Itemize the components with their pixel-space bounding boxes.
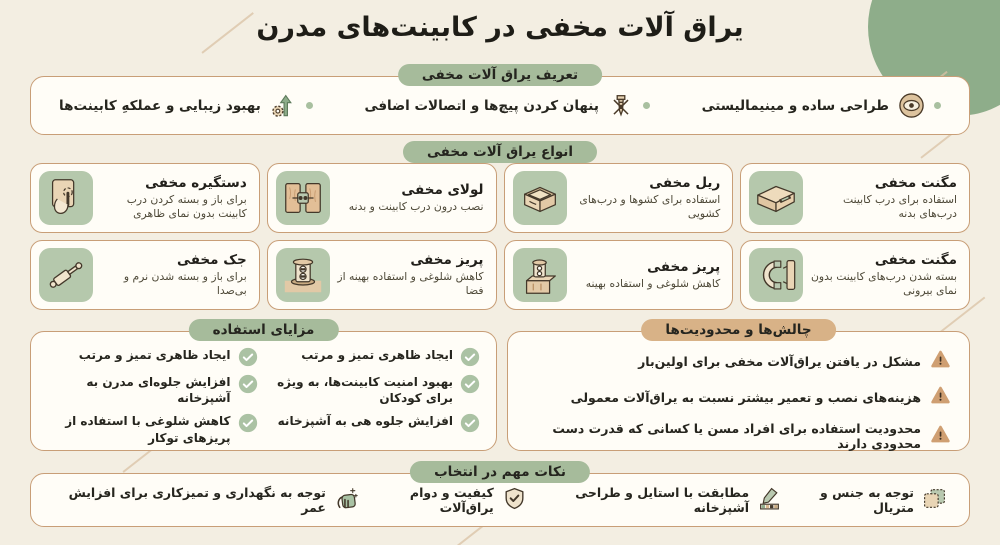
definition-item <box>59 92 313 119</box>
tip-label: توجه به نگهداری و تمیزکاری برای افزایش عمر <box>68 485 326 515</box>
bullet-dot <box>934 102 941 109</box>
cleaning-hand-icon <box>334 486 359 514</box>
magnet-strip-icon <box>749 171 803 225</box>
benefits-panel <box>30 322 497 451</box>
check-icon <box>460 374 480 394</box>
check-icon <box>238 347 258 367</box>
benefits-header-pill: مزایای استفاده <box>189 319 339 341</box>
challenge-item <box>526 385 951 409</box>
popup-outlet-icon <box>513 248 567 302</box>
type-card <box>267 163 497 233</box>
benefit-item <box>47 374 258 406</box>
type-card <box>740 240 970 310</box>
popup-outlet-icon <box>276 248 330 302</box>
challenge-item <box>526 421 951 451</box>
tip-item <box>53 485 359 515</box>
card-title: دستگیره مخفی <box>145 174 247 191</box>
benefit-item <box>47 347 258 367</box>
card-desc: استفاده برای درب کابینت درب‌های بدنه <box>843 192 957 220</box>
card-desc: کاهش شلوغی و استفاده بهینه <box>585 276 721 290</box>
benefit-item <box>270 347 481 367</box>
definition-label: پنهان کردن پیچ‌ها و اتصالات اضافی <box>364 97 599 114</box>
card-title: جک مخفی <box>177 251 247 268</box>
shield-check-icon <box>502 486 527 514</box>
card-title: مگنت مخفی <box>874 251 957 268</box>
challenge-label: هزینه‌های نصب و تعمیر بیشتر نسبت به یراق‌آلات معمولی <box>570 389 921 405</box>
definition-header-pill: تعریف یراق آلات مخفی <box>398 64 602 86</box>
card-desc: کاهش شلوغی و استفاده بهینه از فضا <box>337 269 484 297</box>
tip-item <box>359 485 527 515</box>
types-header-pill: انواع یراق آلات مخفی <box>403 141 597 163</box>
tip-label: مطابقت با استایل و طراحی آشپزخانه <box>575 485 750 515</box>
material-swatch-icon <box>922 486 947 514</box>
hinge-icon <box>276 171 330 225</box>
tip-item <box>527 485 782 515</box>
definition-label: بهبود زیبایی و عملکهِ کابینت‌ها <box>59 97 261 114</box>
definition-panel <box>30 67 970 135</box>
bullet-dot <box>306 102 313 109</box>
type-card <box>267 240 497 310</box>
type-card <box>30 163 260 233</box>
tips-panel <box>30 464 970 527</box>
definition-item <box>365 93 650 119</box>
warning-icon <box>930 385 951 409</box>
gas-strut-icon <box>39 248 93 302</box>
bullet-dot <box>643 102 650 109</box>
challenges-header-pill: چالش‌ها و محدودیت‌ها <box>641 319 835 341</box>
warning-icon <box>930 349 951 373</box>
palette-icon <box>757 486 782 514</box>
type-card <box>504 240 734 310</box>
eye-icon <box>898 92 925 119</box>
card-desc: نصب درون درب کابینت و بدنه <box>348 199 484 213</box>
card-title: ریل مخفی <box>649 174 721 191</box>
card-title: پریز مخفی <box>410 251 484 268</box>
check-icon <box>460 413 480 433</box>
type-card <box>30 240 260 310</box>
tip-item <box>782 485 947 515</box>
check-icon <box>238 374 258 394</box>
tips-header-pill: نکات مهم در انتخاب <box>410 461 590 483</box>
card-desc: برای باز و بسته کردن درب کابینت بدون نمای ظاهری <box>126 192 247 220</box>
benefit-label: افزایش جلوه‌ای مدرن به آشپزخانه <box>86 375 231 406</box>
benefit-item <box>47 413 258 445</box>
check-icon <box>238 413 258 433</box>
challenge-label: محدودیت استفاده برای افراد مسن یا کسانی که قدرت دست محدودی دارند <box>552 421 921 451</box>
tip-label: کیفیت و دوام یراق‌آلات <box>409 485 494 515</box>
card-title: پریز مخفی <box>647 258 721 275</box>
benefit-item <box>270 374 481 406</box>
magnet-horseshoe-icon <box>749 248 803 302</box>
page-title: یراق آلات مخفی در کابینت‌های مدرن <box>256 12 744 43</box>
benefit-label: کاهش شلوغی با استفاده از پریزهای توکار <box>65 414 231 445</box>
touch-handle-icon <box>39 171 93 225</box>
definition-label: طراحی ساده و مینیمالیستی <box>701 97 889 114</box>
benefit-label: ایجاد ظاهری تمیز و مرتب <box>301 348 453 362</box>
benefit-label: بهبود امنیت کابینت‌ها، به ویژه برای کودکان <box>277 375 453 406</box>
card-desc: برای باز و بسته شدن نرم و بی‌صدا <box>123 269 247 297</box>
arrow-gear-icon <box>270 92 297 119</box>
definition-item <box>702 92 941 119</box>
challenge-label: مشکل در یافتن یراق‌آلات مخفی برای اولین‌بار <box>638 353 921 369</box>
benefit-item <box>270 413 481 445</box>
drawer-rail-icon <box>513 171 567 225</box>
benefit-label: ایجاد ظاهری تمیز و مرتب <box>78 348 231 362</box>
hidden-screw-icon <box>608 93 634 119</box>
benefit-label: افزایش جلوه هی به آشپزخانه <box>277 414 453 429</box>
warning-icon <box>930 424 951 448</box>
tip-label: توجه به جنس و متریال <box>819 485 914 515</box>
card-title: لولای مخفی <box>401 181 484 198</box>
card-title: مگنت مخفی <box>874 174 957 191</box>
challenge-item <box>526 349 951 373</box>
challenges-panel <box>507 322 970 451</box>
type-card <box>504 163 734 233</box>
type-card <box>740 163 970 233</box>
card-desc: استفاده برای کشوها و درب‌های کشویی <box>579 192 721 220</box>
types-grid <box>30 163 970 310</box>
card-desc: بسته شدن درب‌های کابینت بدون نمای بیرونی <box>810 269 957 297</box>
check-icon <box>460 347 480 367</box>
